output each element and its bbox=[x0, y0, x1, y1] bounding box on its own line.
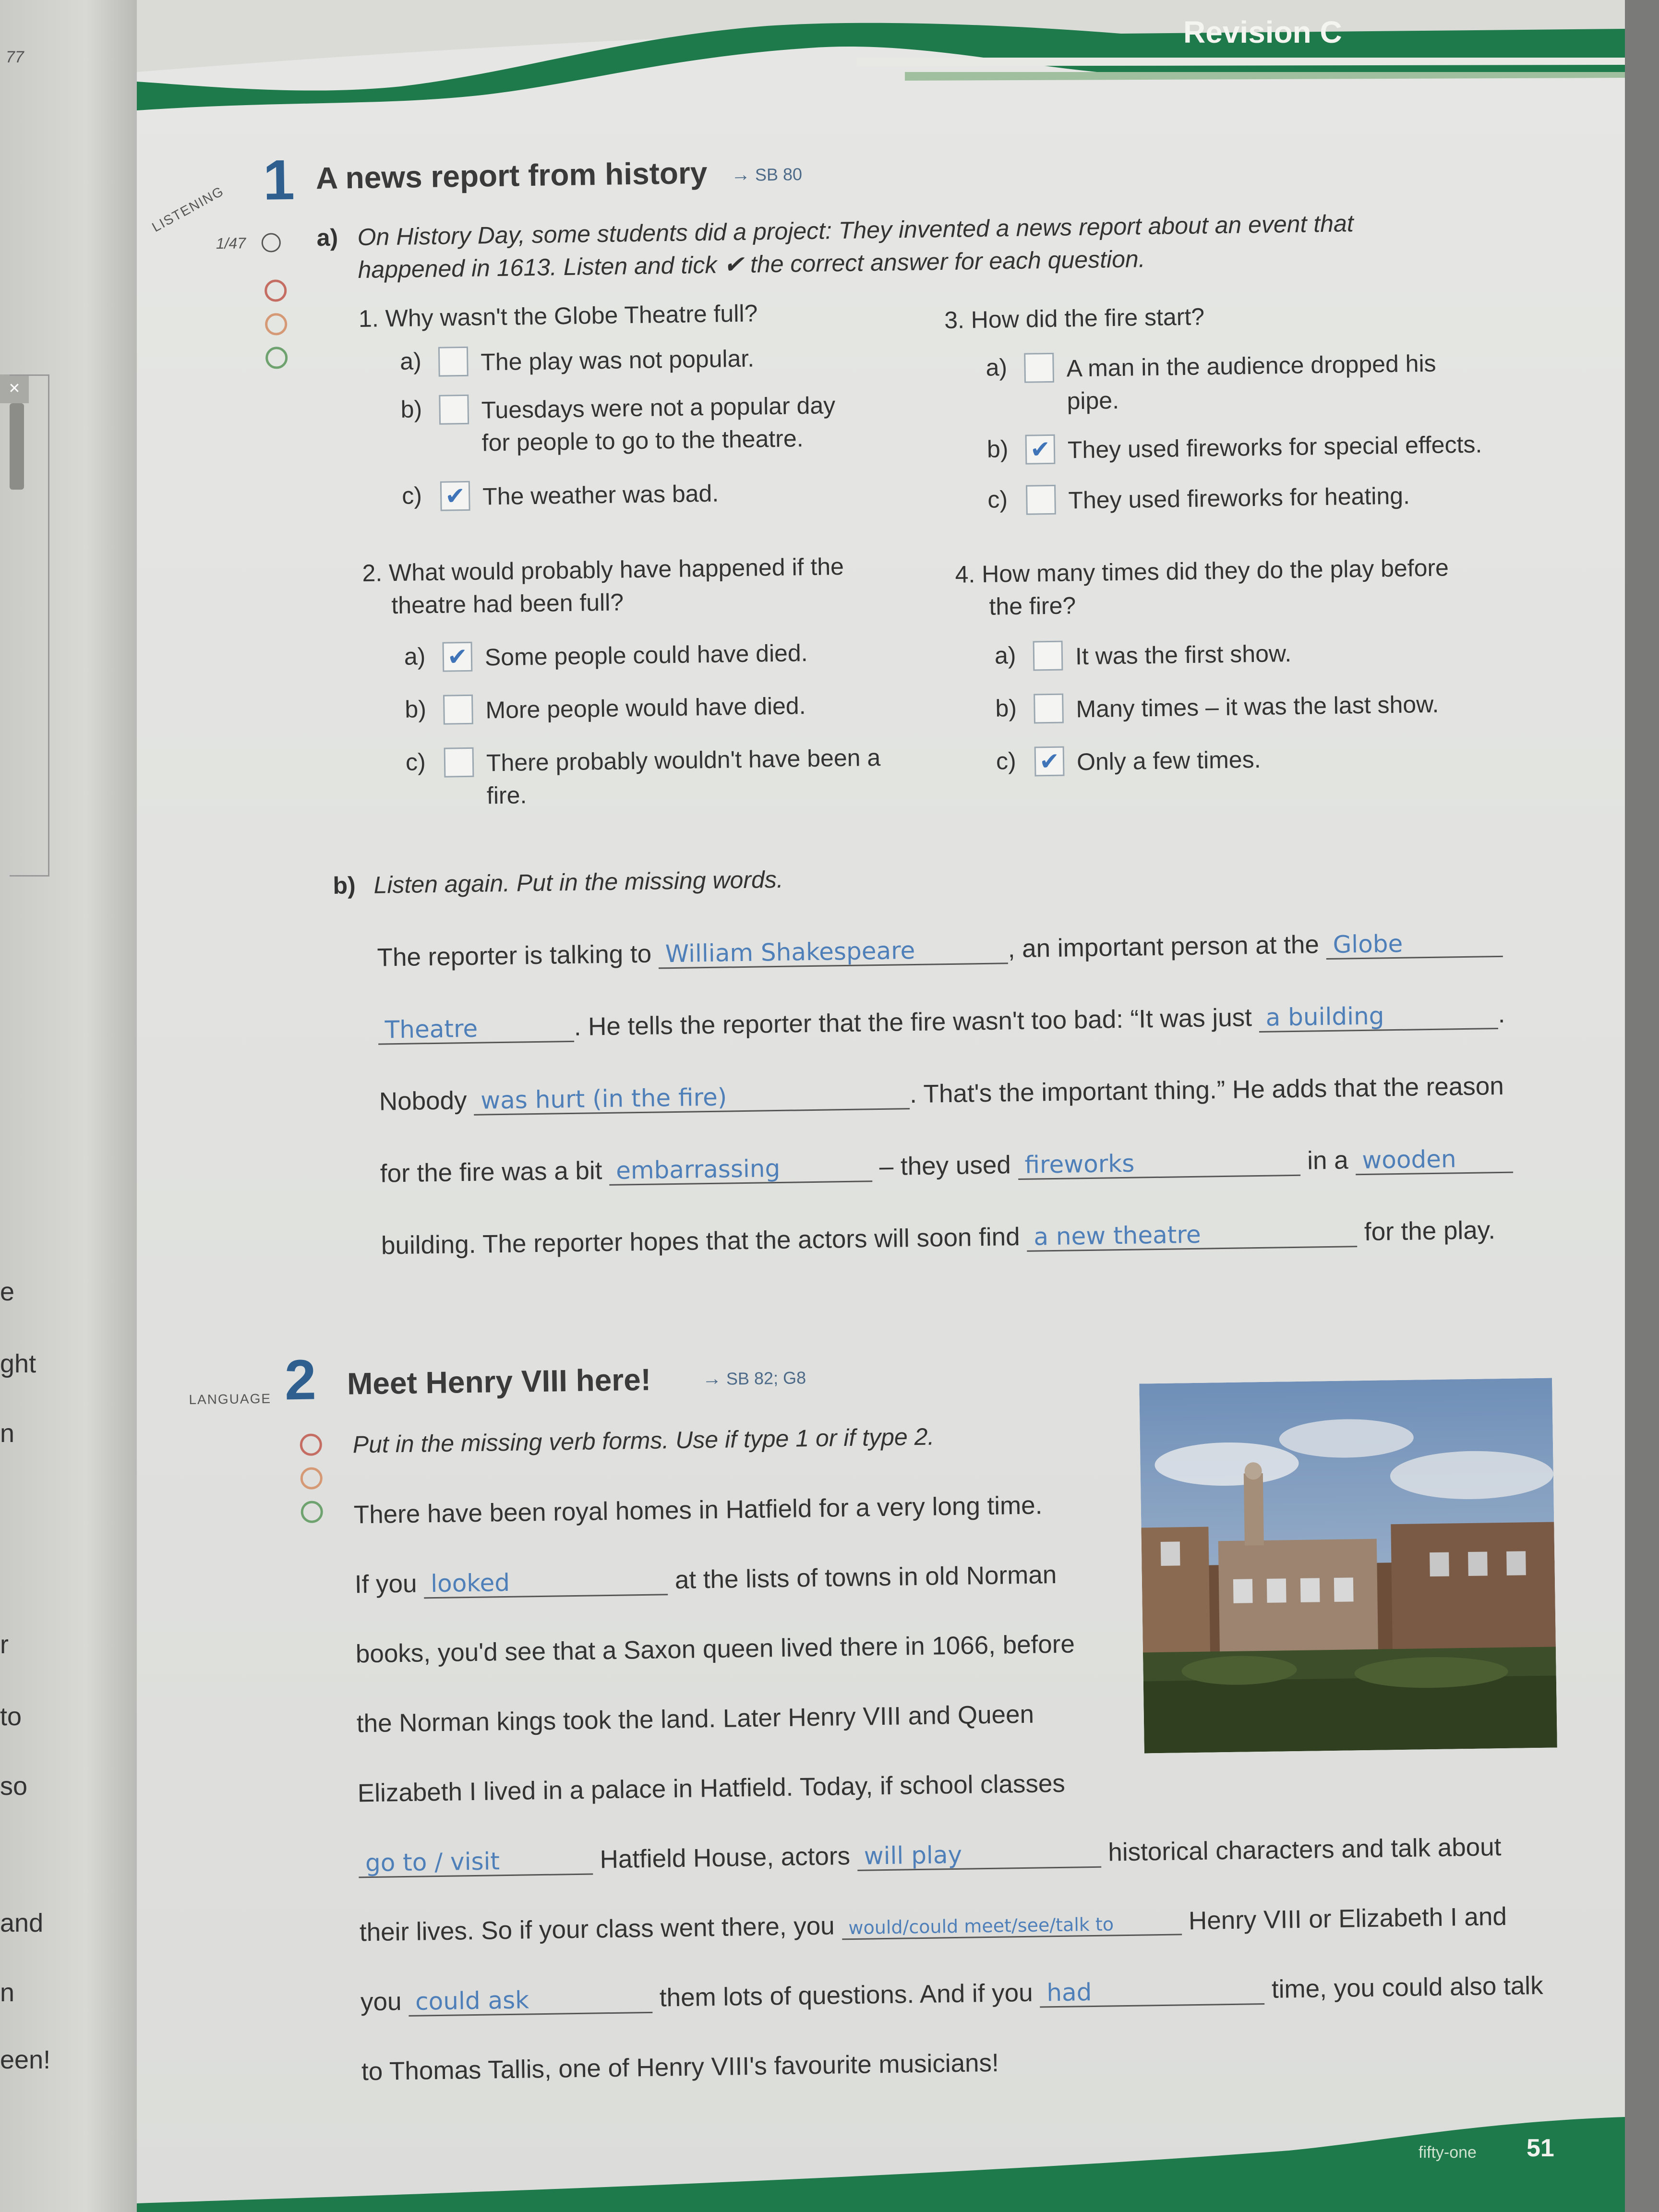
gap-text: time, you could also talk bbox=[1271, 1971, 1543, 2004]
checkbox[interactable] bbox=[1033, 641, 1063, 671]
left-fragment: so bbox=[0, 1772, 28, 1801]
section1-title: A news report from history bbox=[315, 155, 708, 196]
option-text: It was the first show. bbox=[1075, 639, 1292, 670]
section2-line-4: the Norman kings took the land. Later Henry VIII and Queen bbox=[356, 1700, 1034, 1738]
option-letter: c) bbox=[987, 486, 1008, 513]
checkbox[interactable] bbox=[1026, 485, 1056, 515]
q4-option-c[interactable] bbox=[996, 744, 1261, 780]
q3-option-b[interactable] bbox=[987, 428, 1482, 468]
option-text: Some people could have died. bbox=[484, 639, 808, 671]
question-text: What would probably have happened if the bbox=[388, 553, 844, 587]
answer-blank[interactable]: a building bbox=[1259, 1001, 1498, 1033]
checkbox[interactable]: ✔ bbox=[440, 481, 470, 511]
checkbox[interactable]: ✔ bbox=[1034, 746, 1065, 777]
q1-option-b[interactable] bbox=[400, 389, 866, 460]
answer-blank[interactable]: Globe bbox=[1326, 929, 1503, 960]
question-text: Why wasn't the Globe Theatre full? bbox=[385, 300, 758, 332]
section2-line-7 bbox=[360, 1902, 1507, 1947]
header-title: Revision C bbox=[1183, 15, 1342, 49]
language-label: LANGUAGE bbox=[189, 1391, 272, 1407]
gap-text: , an important person at the bbox=[1008, 930, 1320, 963]
section2-sb-ref bbox=[702, 1367, 806, 1390]
question-2 bbox=[362, 553, 844, 587]
gap-text: them lots of questions. And if you bbox=[659, 1978, 1034, 2012]
difficulty-circle-green bbox=[301, 1501, 323, 1523]
part-b-label: b) bbox=[333, 872, 356, 899]
q3-option-c[interactable] bbox=[987, 480, 1410, 518]
question-number: 2. bbox=[362, 559, 383, 587]
answer-blank[interactable]: would/could meet/see/talk to bbox=[842, 1913, 1182, 1940]
workbook-page bbox=[137, 0, 1625, 2212]
checkbox[interactable] bbox=[439, 395, 469, 425]
footer-page-number: 51 bbox=[1527, 2134, 1554, 2162]
gap-text: building. The reporter hopes that the actors will soon find bbox=[381, 1222, 1021, 1260]
q2-option-a[interactable] bbox=[404, 637, 808, 675]
checkbox[interactable] bbox=[443, 695, 473, 725]
q4-option-b[interactable] bbox=[995, 688, 1439, 727]
difficulty-circle-orange bbox=[300, 1467, 323, 1490]
option-text: The weather was bad. bbox=[482, 480, 719, 510]
part-b-line-4 bbox=[380, 1143, 1513, 1189]
section2-number: 2 bbox=[284, 1348, 317, 1412]
left-fragment: een! bbox=[0, 2045, 51, 2074]
difficulty-circle-red bbox=[300, 1433, 322, 1456]
section2-title: Meet Henry VIII here! bbox=[347, 1362, 651, 1401]
option-letter: c) bbox=[401, 482, 422, 509]
page-content bbox=[137, 0, 1625, 2212]
gap-text: their lives. So if your class went there, you bbox=[359, 1911, 835, 1947]
gap-text: for the fire was a bit bbox=[380, 1156, 602, 1188]
option-letter: a) bbox=[986, 354, 1008, 381]
part-a-label: a) bbox=[316, 224, 338, 252]
part-b-instruction: Listen again. Put in the missing words. bbox=[373, 866, 784, 899]
gap-text: at the lists of towns in old Norman bbox=[674, 1560, 1057, 1595]
part-a-instruction-1: On History Day, some students did a project: They invented a news report about an event that bbox=[357, 210, 1354, 251]
checkbox[interactable] bbox=[1034, 694, 1064, 724]
gap-text: . He tells the reporter that the fire wasn't too bad: “It was just bbox=[574, 1003, 1252, 1041]
gap-text: – they used bbox=[879, 1151, 1011, 1181]
option-text: Only a few times. bbox=[1076, 745, 1261, 776]
section2-line-2 bbox=[354, 1560, 1057, 1599]
gap-text: Hatfield House, actors bbox=[600, 1842, 851, 1874]
option-letter: b) bbox=[995, 694, 1017, 722]
part-b-line-2 bbox=[378, 999, 1505, 1045]
option-letter: a) bbox=[399, 348, 422, 375]
checkbox[interactable]: ✔ bbox=[442, 642, 472, 672]
option-text: They used fireworks for heating. bbox=[1068, 482, 1410, 514]
question-4-line2: the fire? bbox=[989, 592, 1076, 620]
gap-text: If you bbox=[354, 1569, 417, 1599]
answer-blank[interactable]: looked bbox=[424, 1567, 668, 1599]
section2-line-6 bbox=[359, 1832, 1502, 1878]
arrow-right-icon: → bbox=[731, 164, 751, 186]
option-letter: b) bbox=[405, 696, 427, 723]
question-1 bbox=[359, 299, 758, 333]
gap-text: for the play. bbox=[1364, 1216, 1496, 1246]
section2-instruction: Put in the missing verb forms. Use if type 1 or if type 2. bbox=[352, 1423, 935, 1458]
question-4 bbox=[955, 553, 1449, 588]
option-letter: c) bbox=[996, 747, 1017, 775]
gap-text: historical characters and talk about bbox=[1108, 1833, 1502, 1867]
question-number: 3. bbox=[944, 306, 965, 334]
difficulty-circle-green bbox=[265, 347, 288, 369]
left-fragment: r bbox=[0, 1630, 9, 1659]
gap-text: Nobody bbox=[379, 1086, 467, 1116]
gap-text: . That's the important thing.” He adds that the reason bbox=[909, 1071, 1504, 1109]
question-text: How many times did they do the play before bbox=[981, 554, 1449, 588]
option-text: There probably wouldn't have been a fire. bbox=[486, 744, 881, 809]
left-page-number: 77 bbox=[6, 48, 24, 66]
option-letter: a) bbox=[994, 641, 1016, 669]
left-fragment: ght bbox=[0, 1349, 36, 1378]
arrow-right-icon: → bbox=[702, 1368, 722, 1390]
left-fragment: and bbox=[0, 1909, 44, 1937]
section1-number: 1 bbox=[263, 148, 295, 212]
question-text: How did the fire start? bbox=[971, 303, 1205, 334]
left-fragment: n bbox=[0, 1419, 15, 1448]
answer-blank[interactable]: had bbox=[1040, 1977, 1265, 2008]
left-page-frame bbox=[10, 374, 49, 877]
gap-text: Henry VIII or Elizabeth I and bbox=[1188, 1902, 1507, 1936]
checkbox[interactable] bbox=[1024, 353, 1054, 383]
option-letter: b) bbox=[986, 435, 1009, 463]
option-letter: c) bbox=[405, 748, 426, 776]
gap-text: . bbox=[1498, 999, 1505, 1029]
gap-text: you bbox=[360, 1987, 402, 2017]
answer-blank[interactable]: William Shakespeare bbox=[658, 936, 1008, 969]
left-fragment: to bbox=[0, 1702, 22, 1731]
section2-sb-ref-text: SB 82; G8 bbox=[726, 1368, 806, 1389]
difficulty-circle-red bbox=[264, 279, 287, 302]
answer-blank[interactable]: wooden bbox=[1355, 1145, 1513, 1176]
option-text: Many times – it was the last show. bbox=[1076, 690, 1439, 723]
option-letter: b) bbox=[400, 396, 422, 423]
q3-option-a[interactable] bbox=[986, 347, 1461, 419]
gap-text: The reporter is talking to bbox=[377, 939, 652, 972]
part-b-line-5 bbox=[381, 1215, 1496, 1261]
checkbox[interactable]: ✔ bbox=[1025, 434, 1056, 465]
checkbox[interactable] bbox=[444, 747, 474, 778]
q2-option-c[interactable] bbox=[406, 741, 900, 813]
hatfield-house-photo bbox=[1139, 1378, 1557, 1754]
answer-blank[interactable]: embarrassing bbox=[609, 1154, 873, 1186]
question-3 bbox=[944, 302, 1205, 334]
option-text: Tuesdays were not a popular day for people to go to the theatre. bbox=[481, 392, 836, 456]
left-facing-page bbox=[0, 0, 144, 2212]
part-b-line-1 bbox=[377, 927, 1503, 973]
option-letter: a) bbox=[404, 643, 426, 670]
left-close-icon: ✕ bbox=[0, 374, 29, 403]
answer-blank[interactable]: could ask bbox=[409, 1985, 653, 2017]
option-text: More people would have died. bbox=[485, 692, 806, 724]
difficulty-circle-orange bbox=[265, 313, 288, 336]
answer-blank[interactable]: a new theatre bbox=[1027, 1219, 1358, 1252]
q1-option-c[interactable] bbox=[402, 478, 719, 515]
section1-sb-ref-text: SB 80 bbox=[755, 164, 803, 185]
question-number: 4. bbox=[955, 561, 975, 588]
part-b-line-3 bbox=[379, 1071, 1504, 1117]
section2-line-1: There have been royal homes in Hatfield for a very long time. bbox=[353, 1491, 1043, 1529]
section1-sb-ref bbox=[731, 163, 803, 186]
section2-line-3: books, you'd see that a Saxon queen lived there in 1066, before bbox=[355, 1630, 1075, 1669]
footer-page-word: fifty-one bbox=[1419, 2143, 1477, 2162]
answer-blank[interactable]: fireworks bbox=[1018, 1148, 1300, 1180]
cd-icon[interactable] bbox=[262, 233, 281, 252]
left-fragment: n bbox=[0, 1978, 15, 2007]
question-number: 1. bbox=[358, 305, 379, 333]
q2-option-b[interactable] bbox=[405, 690, 806, 728]
left-fragment: e bbox=[0, 1277, 15, 1306]
answer-blank[interactable]: Theatre bbox=[378, 1014, 574, 1045]
checkbox[interactable] bbox=[438, 347, 469, 377]
question-2-line2: theatre had been full? bbox=[391, 589, 624, 619]
section2-line-5: Elizabeth I lived in a palace in Hatfield. Today, if school classes bbox=[357, 1769, 1066, 1808]
section2-line-8 bbox=[361, 1971, 1543, 2017]
answer-blank[interactable]: was hurt (in the fire) bbox=[474, 1082, 910, 1116]
listening-label: LISTENING bbox=[149, 183, 227, 235]
answer-blank[interactable]: go to / visit bbox=[359, 1847, 593, 1878]
section2-line-9: to Thomas Tallis, one of Henry VIII's favourite musicians! bbox=[361, 2048, 999, 2086]
q4-option-a[interactable] bbox=[995, 637, 1292, 674]
option-text: A man in the audience dropped his pipe. bbox=[1066, 349, 1436, 414]
answer-blank[interactable]: will play bbox=[857, 1840, 1101, 1871]
part-a-instruction-2: happened in 1613. Listen and tick ✔ the correct answer for each question. bbox=[358, 245, 1145, 284]
q1-option-a[interactable] bbox=[400, 343, 755, 380]
track-number: 1/47 bbox=[216, 234, 246, 252]
option-text: They used fireworks for special effects. bbox=[1067, 431, 1482, 464]
gap-text: in a bbox=[1307, 1146, 1349, 1175]
option-text: The play was not popular. bbox=[480, 345, 755, 376]
